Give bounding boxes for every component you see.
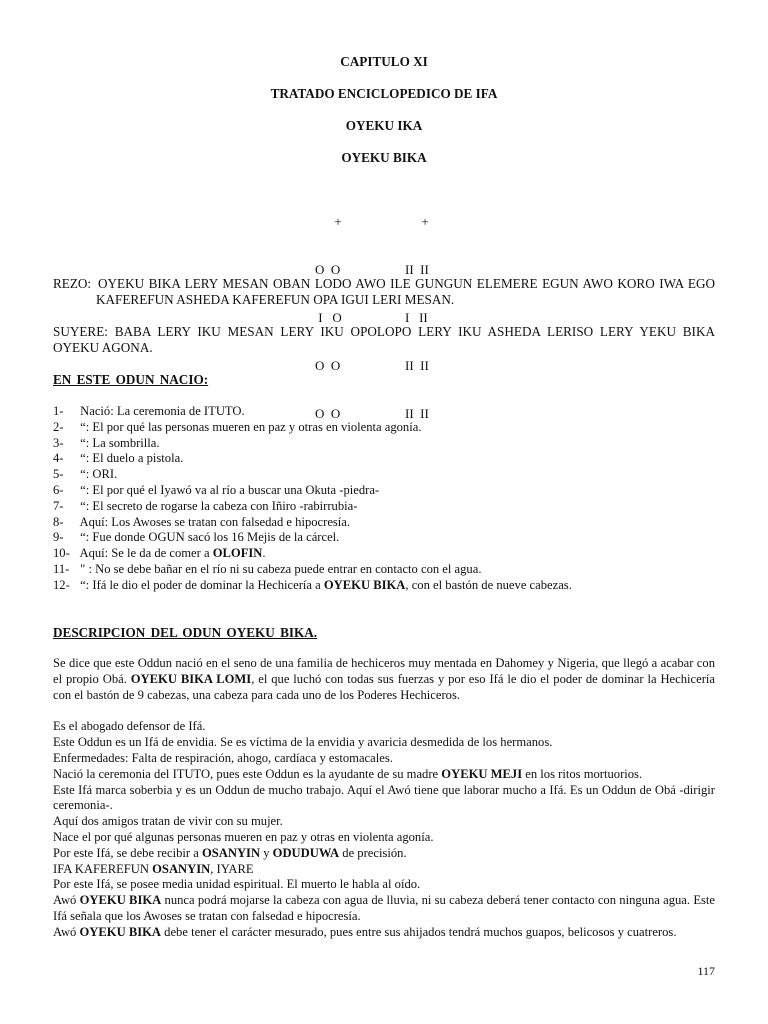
item-text: “: El por qué el Iyawó va al río a buscar una Okuta -piedra- [80,482,380,497]
line-text: y [260,845,273,860]
line-text: Awó [53,893,80,908]
intro-paragraph [53,656,715,703]
line-bold: OSANYIN [201,845,261,860]
suyere-paragraph [53,324,715,356]
line-text: debe tener el carácter mesurado, pues entre sus ahijados tendrá muchos guapos, belicosos y cuatreros. [161,924,677,939]
item-text: “: El duelo a pistola. [80,451,184,466]
desc-line [53,767,715,783]
line-text: , IYARE [210,861,254,876]
line-text: Nació la ceremonia del ITUTO, pues este Oddun es la ayudante de su madre [53,766,442,781]
figure-plus: + [334,214,342,229]
item-number: 5- [53,467,64,482]
item-number: 2- [53,419,64,434]
figure-row: II II [405,358,429,373]
chapter-title: CAPITULO XI [340,54,428,69]
line-text: IFA KAFEREFUN [53,861,153,876]
line-bold: OYEKU MEJI [441,766,523,781]
item-after: , con el bastón de nueve cabezas. [405,577,572,592]
descripcion-body [53,656,715,941]
odun-alt-title: OYEKU BIKA [341,150,427,165]
list-item [53,483,715,499]
item-number: 7- [53,498,64,513]
list-item [53,530,715,546]
desc-line [53,862,715,878]
item-text: “: Ifá le dio el poder de dominar la Hechicería a [80,577,324,592]
desc-line [53,925,715,941]
item-bold: OYEKU BIKA [323,577,406,592]
odun-title: OYEKU IKA [345,118,423,133]
item-text: “: La sombrilla. [80,435,160,450]
item-number: 4- [53,451,64,466]
suyere-text: BABA LERY IKU MESAN LERY IKU OPOLOPO LERY IKU ASHEDA LERISO LERY YEKU BIKA OYEKU AGONA. [53,324,715,355]
line-text: Por este Ifá, se debe recibir a [53,845,202,860]
list-item [53,578,715,594]
list-item [53,436,715,452]
desc-line [53,893,715,925]
list-item [53,467,715,483]
nacio-list [53,404,715,594]
item-after: . [262,546,266,561]
desc-line: Enfermedades: Falta de respiración, ahogo, cardíaca y estomacales. [53,750,393,765]
page-number: 117 [697,964,715,978]
desc-line [53,846,715,862]
suyere-label: SUYERE: [53,324,108,339]
intro-bold: OYEKU BIKA LOMI [130,671,252,686]
paragraph-gap [53,703,715,719]
item-number: 3- [53,435,64,450]
list-item [53,546,715,562]
item-number: 6- [53,482,64,497]
item-text: Aquí: Se le da de comer a [79,546,213,561]
desc-line: Por este Ifá, se posee media unidad espiritual. El muerto le habla al oído. [53,877,421,892]
item-bold: OLOFIN [212,546,263,561]
list-item [53,404,715,420]
item-text: “: El secreto de rogarse la cabeza con Iñiro -rabirrubia- [80,498,358,513]
item-text: “: ORI. [80,467,118,482]
line-bold: OYEKU BIKA [79,924,162,939]
figure-row: II II [405,406,429,421]
desc-line: Es el abogado defensor de Ifá. [53,719,206,734]
list-item [53,562,715,578]
desc-line: Nace el por qué algunas personas mueren en paz y otras en violenta agonía. [53,829,434,844]
desc-line: Este Ifá marca soberbia y es un Oddun de mucho trabajo. Aquí el Awó tiene que laborar mucho a Ifá. Es un Oddun de Obá -dirigir ceremonia-. [53,782,715,813]
treatise-title: TRATADO ENCICLOPEDICO DE IFA [270,86,498,101]
line-bold: OSANYIN [152,861,211,876]
line-text: en los ritos mortuorios. [522,766,643,781]
item-number: 12- [53,577,70,592]
item-number: 8- [53,514,64,529]
item-number: 10- [53,546,70,561]
intro-text: Se dice que este Oddun nació en el seno de una familia de hechiceros muy mentada en Dahomey y Nigeria, que llegó a acabar con el propio Obá. [53,656,715,686]
item-number: 11- [53,561,70,576]
figure-row: II II [405,262,429,277]
item-text: “: Fue donde OGUN sacó los 16 Mejis de la cárcel. [80,530,340,545]
list-item [53,420,715,436]
line-bold: ODUDUWA [272,845,340,860]
nacio-heading: EN ESTE ODUN NACIO: [53,372,209,387]
line-text: de precisión. [339,845,407,860]
desc-line: Aquí dos amigos tratan de vivir con su mujer. [53,814,283,829]
list-item [53,499,715,515]
descripcion-heading: DESCRIPCION DEL ODUN OYEKU BIKA. [53,625,318,640]
intro-after: , el que luchó con todas sus fuerzas y por eso Ifá le dio el poder de dominar la Hechicería con el bastón de 9 cabezas, una cabeza para cada uno de los Poderes Hechiceros. [53,671,715,702]
item-text: “: El por qué las personas mueren en paz y otras en violenta agonía. [80,419,422,434]
figure-plus: + [421,214,429,229]
line-text: nunca podrá mojarse la cabeza con agua de lluvia, ni su cabeza deberá tener contacto con ninguna agua. Este Ifá señala que los Awoses se tratan con falsedad e hipocresía. [53,893,716,923]
document-page [53,0,715,1024]
item-number: 9- [53,530,64,545]
figure-row: I O [315,310,342,325]
item-text: Aquí: Los Awoses se tratan con falsedad e hipocresía. [79,514,351,529]
list-item [53,515,715,531]
item-number: 1- [53,404,64,418]
line-bold: OYEKU BIKA [79,893,162,908]
rezo-label: REZO: [53,276,92,291]
item-text: " : No se debe bañar en el río ni su cabeza puede entrar en contacto con el agua. [80,561,482,576]
desc-line: Este Oddun es un Ifá de envidia. Se es víctima de la envidia y avaricia desmedida de los hermanos. [53,735,553,750]
line-text: Awó [53,924,80,939]
figure-row: I II [405,310,428,325]
item-text: Nació: La ceremonia de ITUTO. [80,404,245,418]
figure-row: O O [315,358,341,373]
list-item [53,451,715,467]
figure-row: O O [315,262,341,277]
rezo-text: OYEKU BIKA LERY MESAN OBAN LODO AWO ILE GUNGUN ELEMERE EGUN AWO KORO IWA EGO KAFEREFUN ASHEDA KAFEREFUN OPA IGUI LERI MESAN. [96,276,715,307]
figure-row: O O [315,406,341,421]
